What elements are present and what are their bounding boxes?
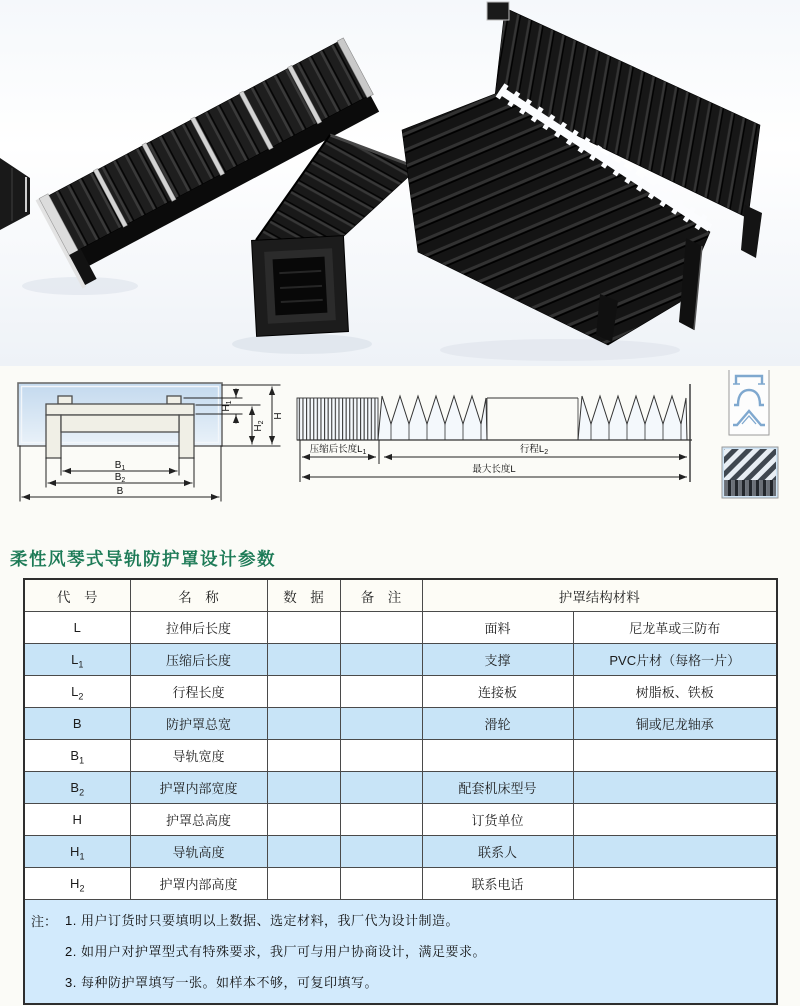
note-item: 1. 用户订货时只要填明以上数据、选定材料，我厂代为设计制造。 [65,913,459,928]
table-row [24,772,777,804]
cell-material-name: 支撑 [422,644,573,676]
cell-material-value [573,772,777,804]
header-data: 数 据 [267,579,340,612]
technical-diagrams [0,370,800,540]
cell-code: $B_2$ [24,772,130,804]
cell-code: $L_1$ [24,644,130,676]
header-remark: 备 注 [340,579,422,612]
cell-material-value [573,868,777,900]
table-row [24,868,777,900]
cell-material-name: 连接板 [422,676,573,708]
cell-remark [340,836,422,868]
cell-data [267,708,340,740]
edge-bellows-fragment [0,158,30,230]
cell-code: L [24,612,130,644]
cell-data [267,644,340,676]
cell-material-value: PVC片材（每格一片） [573,644,777,676]
cell-name: 导轨高度 [130,836,267,868]
cell-material-value: 树脂板、铁板 [573,676,777,708]
cell-material-name: 联系电话 [422,868,573,900]
dim-label-b: B [116,486,124,497]
design-parameters-table [23,578,778,1005]
cell-code: H [24,804,130,836]
rail-profile [46,396,194,458]
cell-data [267,772,340,804]
header-code: 代 号 [24,579,130,612]
page-title: 柔性风琴式导轨防护罩设计参数 [10,549,276,569]
header-name: 名 称 [130,579,267,612]
cell-remark [340,644,422,676]
cell-code: $L_2$ [24,676,130,708]
cell-data [267,612,340,644]
dim-label-h: H [273,412,284,420]
notes-items [65,910,486,1003]
cell-remark [340,740,422,772]
sleeve-front-opening [252,236,349,337]
table-row [24,708,777,740]
cell-material-name: 联系人 [422,836,573,868]
table-row [24,804,777,836]
pleat-pattern-icon [722,447,778,498]
dim-label-h2: $H_2$ [253,420,265,432]
cell-remark [340,612,422,644]
cell-code: $H_2$ [24,868,130,900]
cell-code: B [24,708,130,740]
cell-remark [340,772,422,804]
header-material: 护罩结构材料 [422,579,777,612]
notes-block [25,900,776,1003]
note-item: 3. 每种防护罩填写一张。如样本不够，可复印填写。 [65,975,378,990]
length-diagram [297,384,692,482]
technical-diagrams-panel [0,370,800,540]
notes-cell [24,900,777,1005]
dim-label-b1: $B_1$ [114,460,126,472]
dim-label-b2: $B_2$ [114,472,126,484]
cell-remark [340,676,422,708]
cover-profile-shapes-icon [729,370,769,435]
cell-remark [340,708,422,740]
cell-code: $B_1$ [24,740,130,772]
cell-remark [340,804,422,836]
cross-section-diagram [18,383,284,501]
cell-data [267,804,340,836]
cell-name: 行程长度 [130,676,267,708]
dim-label-h1: $H_1$ [221,400,233,412]
cell-material-name: 面料 [422,612,573,644]
cell-name: 压缩后长度 [130,644,267,676]
product-photos-image [0,0,800,366]
cell-name: 导轨宽度 [130,740,267,772]
cell-material-name: 配套机床型号 [422,772,573,804]
cell-data [267,868,340,900]
cell-data [267,676,340,708]
notes-row [24,900,777,1005]
cell-data [267,740,340,772]
notes-label: 注： [31,914,58,929]
cell-material-value: 铜或尼龙轴承 [573,708,777,740]
cell-name: 护罩总高度 [130,804,267,836]
cell-material-value: 尼龙革或三防布 [573,612,777,644]
table-row [24,740,777,772]
table-row [24,612,777,644]
note-item: 2. 如用户对护罩型式有特殊要求，我厂可与用户协商设计，满足要求。 [65,944,486,959]
product-photos-panel [0,0,800,366]
table-row [24,676,777,708]
cell-material-value [573,836,777,868]
cell-material-value [573,804,777,836]
cell-remark [340,868,422,900]
table-row [24,644,777,676]
cell-material-name [422,740,573,772]
cell-name: 防护罩总宽 [130,708,267,740]
cell-data [267,836,340,868]
cell-material-name: 滑轮 [422,708,573,740]
cell-material-value [573,740,777,772]
dim-label-stroke: 行程$L_2$ [519,444,549,456]
table-row [24,836,777,868]
cell-name: 拉伸后长度 [130,612,267,644]
cell-code: $H_1$ [24,836,130,868]
cell-name: 护罩内部宽度 [130,772,267,804]
table-header-row [24,579,777,612]
dim-label-max: 最大长度L [472,464,516,475]
dim-label-compressed: 压缩后长度$L_1$ [309,444,367,456]
cell-material-name: 订货单位 [422,804,573,836]
l-shaped-bellows-cover-photo [402,2,762,345]
cell-name: 护罩内部高度 [130,868,267,900]
